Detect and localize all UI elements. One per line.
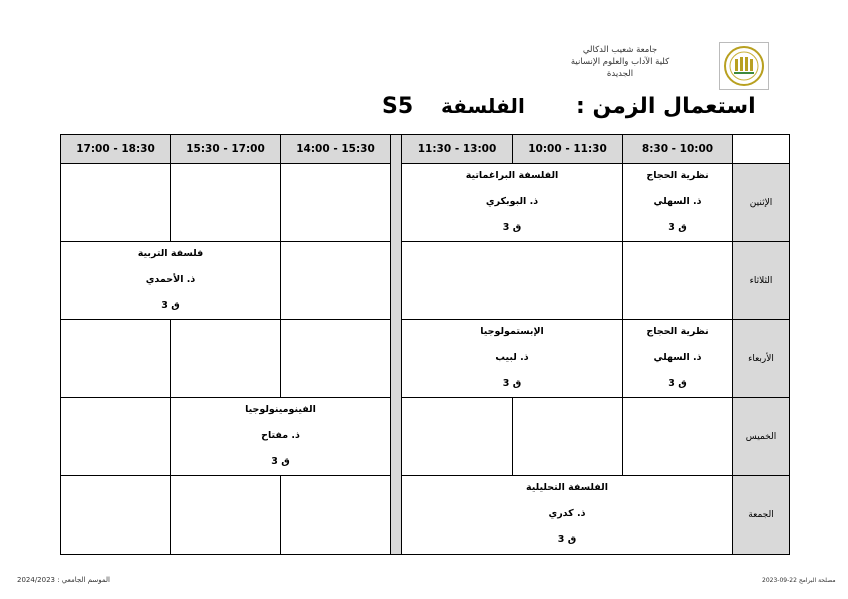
empty-cell — [280, 475, 391, 555]
empty-cell — [280, 163, 391, 242]
session-cell[interactable] — [622, 163, 733, 242]
empty-cell — [170, 319, 281, 398]
academic-season: الموسم الجامعي : 2024/2023 — [17, 576, 110, 584]
programs-office-note: مصلحة البرامج 22-09-2023 — [762, 577, 836, 584]
timetable — [60, 134, 790, 555]
time-slot-header: 11:30 - 13:00 — [401, 134, 513, 164]
course-name: الفينومينولوجيا — [245, 404, 316, 415]
day-label: الجمعة — [732, 475, 790, 555]
room-number: ق 3 — [557, 534, 577, 545]
empty-cell — [60, 397, 171, 476]
session-cell[interactable] — [401, 163, 623, 242]
room-number: ق 3 — [271, 456, 290, 467]
subject-title: الفلسفة — [441, 94, 525, 118]
course-name: نظرية الحجاج — [646, 170, 709, 181]
empty-cell — [280, 319, 391, 398]
empty-cell — [622, 241, 733, 320]
day-label: الثلاثاء — [732, 241, 790, 320]
room-number: ق 3 — [161, 300, 180, 311]
teacher-name: ذ. الأحمدي — [145, 274, 196, 285]
empty-cell — [170, 475, 281, 555]
title-row — [0, 92, 848, 132]
time-slot-header: 15:30 - 17:00 — [170, 134, 281, 164]
course-name: نظرية الحجاج — [646, 326, 709, 337]
university-name: جامعة شعيب الدكالي — [582, 45, 658, 55]
session-cell[interactable] — [401, 319, 623, 398]
day-label: الإثنين — [732, 163, 790, 242]
empty-cell — [280, 241, 391, 320]
corner-cell — [732, 134, 790, 164]
page-title: استعمال الزمن : — [576, 94, 756, 119]
empty-cell — [401, 241, 623, 320]
day-label: الخميس — [732, 397, 790, 476]
institution-header — [545, 44, 695, 80]
session-cell[interactable] — [60, 241, 281, 320]
session-cell[interactable] — [401, 475, 733, 555]
room-number: ق 3 — [502, 222, 522, 233]
empty-cell — [60, 475, 171, 555]
semester-label: S5 — [382, 94, 414, 119]
teacher-name: ذ. كدري — [548, 508, 586, 519]
faculty-name: كلية الآداب والعلوم الإنسانية — [570, 57, 670, 67]
course-name: الإبستمولوجيا — [480, 326, 544, 337]
course-name: الفلسفة البراغماتية — [465, 170, 559, 181]
teacher-name: ذ. السهلي — [653, 352, 702, 363]
session-cell[interactable] — [622, 319, 733, 398]
room-number: ق 3 — [668, 222, 687, 233]
empty-cell — [512, 397, 623, 476]
teacher-name: ذ. مفتاح — [261, 430, 300, 441]
course-name: فلسفة التربية — [137, 248, 204, 259]
time-slot-header: 8:30 - 10:00 — [622, 134, 733, 164]
empty-cell — [60, 163, 171, 242]
time-slot-header: 10:00 - 11:30 — [512, 134, 623, 164]
faculty-logo — [719, 42, 769, 90]
session-cell[interactable] — [170, 397, 391, 476]
room-number: ق 3 — [502, 378, 522, 389]
teacher-name: ذ. البوبكري — [485, 196, 539, 207]
course-name: الفلسفة التحليلية — [526, 482, 608, 493]
empty-cell — [60, 319, 171, 398]
city-name: الجديدة — [606, 69, 634, 79]
empty-cell — [401, 397, 513, 476]
time-slot-header: 17:00 - 18:30 — [60, 134, 171, 164]
day-label: الأربعاء — [732, 319, 790, 398]
teacher-name: ذ. لبيب — [495, 352, 529, 363]
empty-cell — [622, 397, 733, 476]
teacher-name: ذ. السهلي — [653, 196, 702, 207]
empty-cell — [170, 163, 281, 242]
room-number: ق 3 — [668, 378, 687, 389]
time-slot-header: 14:00 - 15:30 — [280, 134, 391, 164]
